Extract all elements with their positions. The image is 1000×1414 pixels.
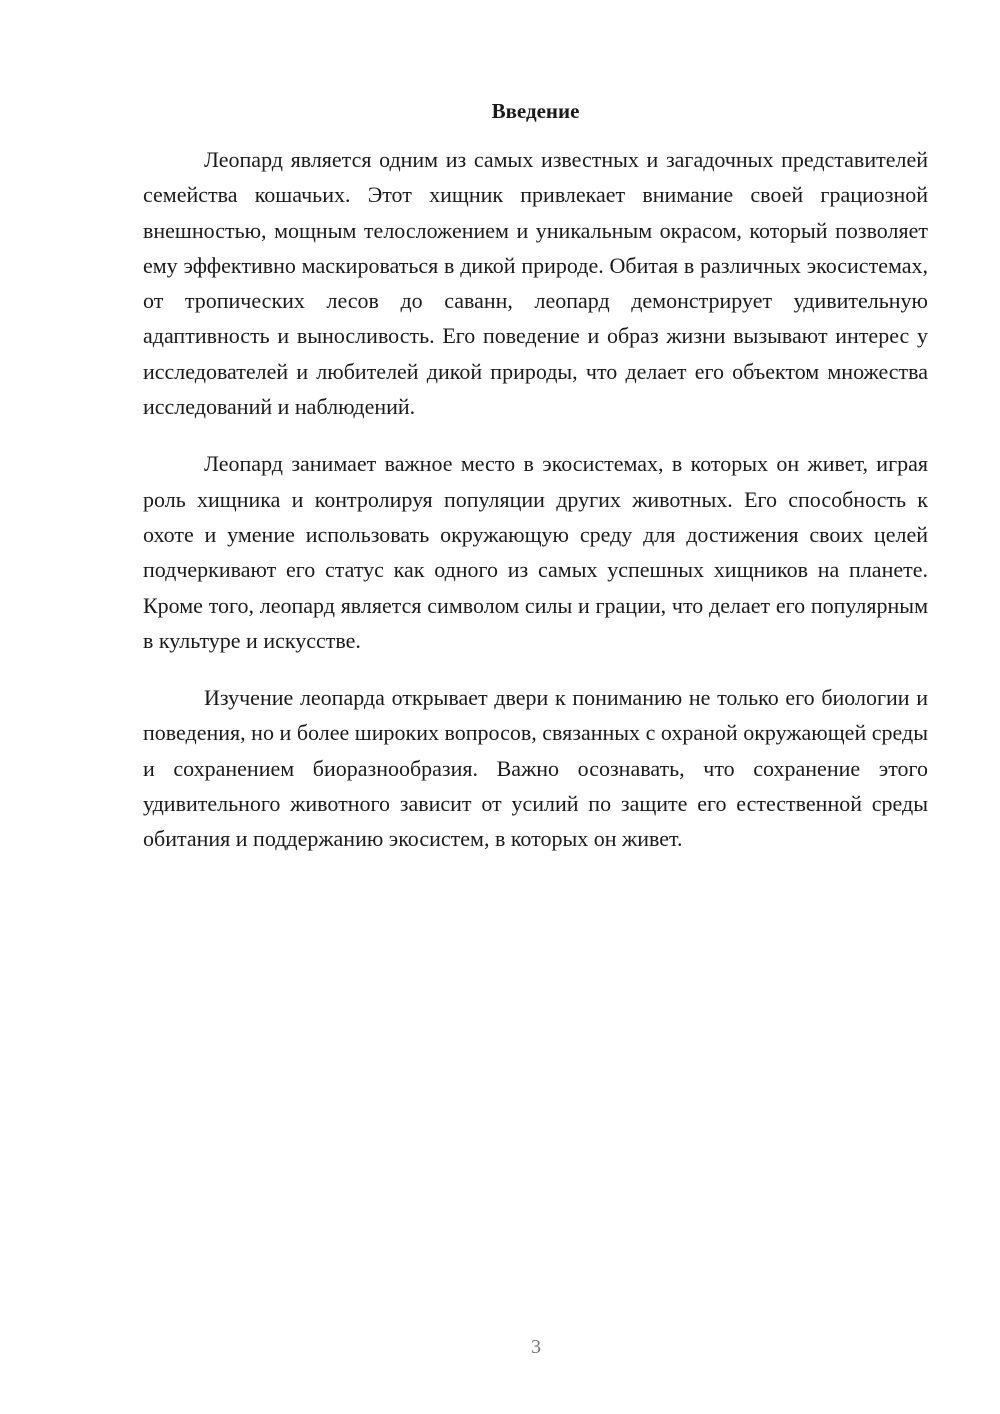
section-heading: Введение: [491, 99, 580, 123]
page-number: 3: [531, 1336, 541, 1358]
paragraph-3: Изучение леопарда открывает двери к пониманию не только его биологии и поведения, но и более широких вопросов, связанных с охраной окружающей среды и сохранением биоразнообразия. Важно осознавать, что сохранение этого удивительного животного зависит от усилий по защите его естественной среды обитания и поддержанию экосистем, в которых он живет.: [143, 685, 928, 852]
paragraph-1: Леопард является одним из самых известных и загадочных представителей семейства кошачьих. Этот хищник привлекает внимание своей грациозной внешностью, мощным телосложением и уникальным окрасом, который позволяет ему эффективно маскироваться в дикой природе. Обитая в различных экосистемах, от тропических лесов до саванн, леопард демонстрирует удивительную адаптивность и выносливость. Его поведение и образ жизни вызывают интерес у исследователей и любителей дикой природы, что делает его объектом множества исследований и наблюдений.: [143, 147, 928, 420]
body-text: [143, 142, 928, 879]
paragraph-2: Леопард занимает важное место в экосистемах, в которых он живет, играя роль хищника и контролируя популяции других животных. Его способность к охоте и умение использовать окружающую среду для достижения своих целей подчеркивают его статус как одного из самых успешных хищников на планете. Кроме того, леопард является символом силы и грации, что делает его популярным в культуре и искусстве.: [143, 451, 928, 653]
